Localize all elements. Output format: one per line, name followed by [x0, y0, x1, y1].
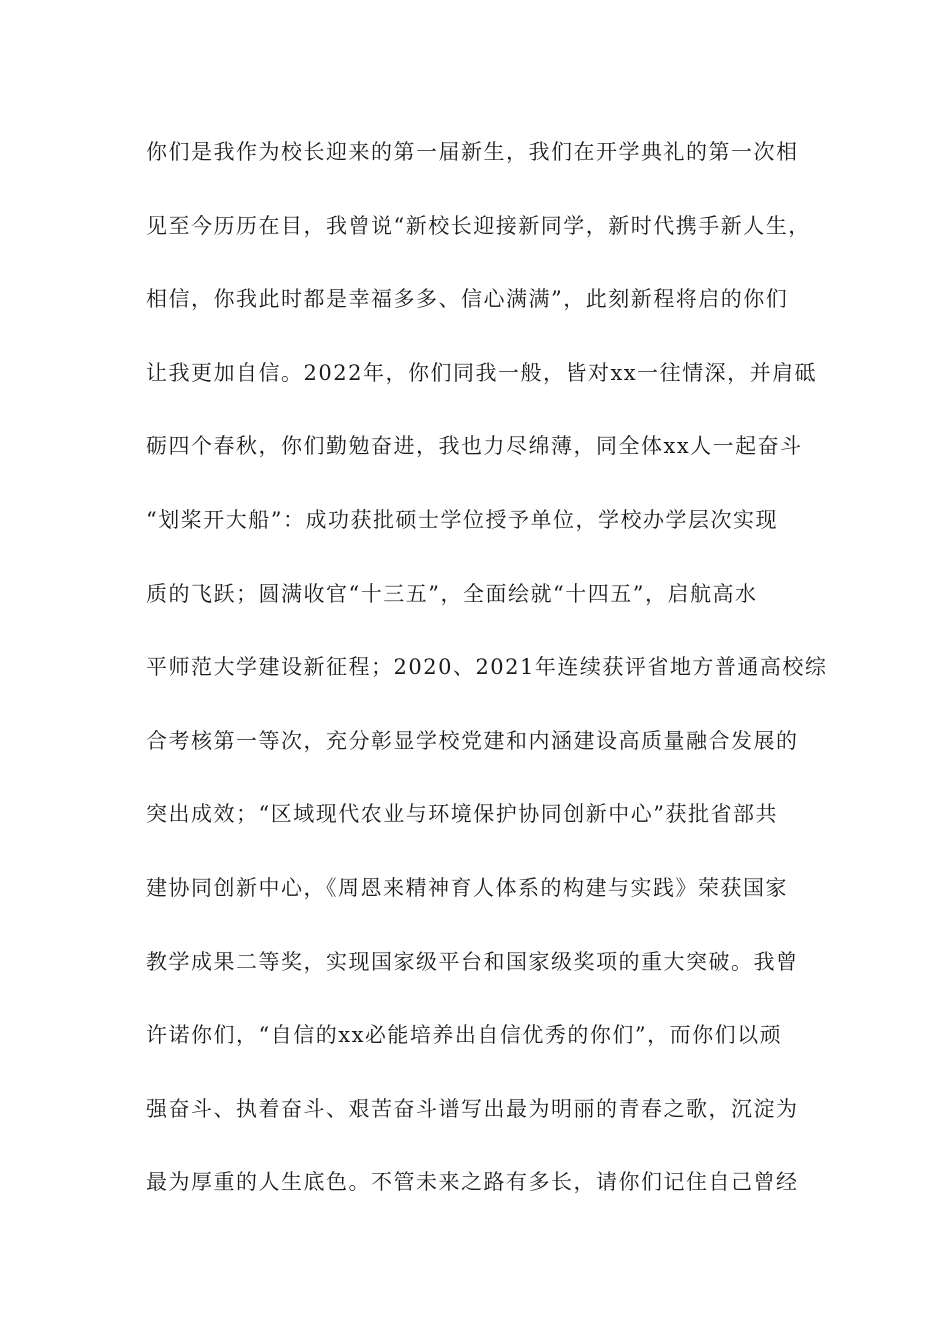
text-line: 最为厚重的人生底色。不管未来之路有多长，请你们记住自己曾经: [146, 1170, 799, 1195]
text-line: 见至今历历在目，我曾说“新校长迎接新同学，新时代携手新人生，: [146, 213, 811, 238]
text-line: 砺四个春秋，你们勤勉奋进，我也力尽绵薄，同全体xx人一起奋斗: [146, 434, 803, 459]
text-line: 建协同创新中心，《周恩来精神育人体系的构建与实践》荣获国家: [146, 875, 788, 900]
text-line: 质的飞跃；圆满收官“十三五”，全面绘就“十四五”，启航高水: [146, 581, 758, 606]
text-line: 相信，你我此时都是幸福多多、信心满满”，此刻新程将启的你们: [146, 287, 789, 312]
text-line: 突出成效；“区域现代农业与环境保护协同创新中心”获批省部共: [146, 802, 778, 827]
text-line: 许诺你们，“自信的xx必能培养出自信优秀的你们”，而你们以顽: [146, 1023, 783, 1048]
text-line: 你们是我作为校长迎来的第一届新生，我们在开学典礼的第一次相: [146, 140, 799, 164]
text-line: 合考核第一等次，充分彰显学校党建和内涵建设高质量融合发展的: [146, 728, 799, 753]
text-line: 教学成果二等奖，实现国家级平台和国家级奖项的重大突破。我曾: [146, 949, 799, 974]
text-line: 平师范大学建设新征程；2020、2021年连续获评省地方普通高校综: [146, 655, 828, 680]
text-line: 让我更加自信。2022年，你们同我一般，皆对xx一往情深，并肩砥: [146, 360, 818, 385]
body-paragraph: [146, 132, 828, 1236]
text-line: “划桨开大船”：成功获批硕士学位授予单位，学校办学层次实现: [146, 507, 778, 532]
text-line: 强奋斗、执着奋斗、艰苦奋斗谱写出最为明丽的青春之歌，沉淀为: [146, 1096, 799, 1121]
